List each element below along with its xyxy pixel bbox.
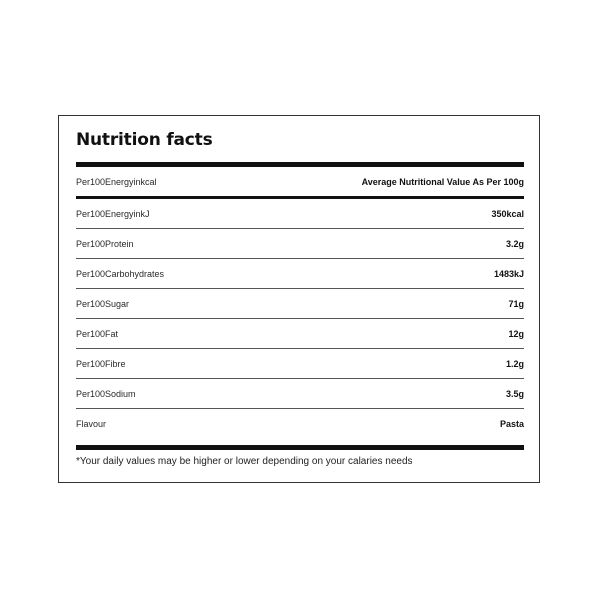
header-label: Per100Energyinkcal	[76, 176, 157, 187]
table-row	[76, 259, 524, 289]
bottom-divider	[76, 445, 524, 450]
table-row	[76, 319, 524, 349]
nutrition-facts-panel	[58, 115, 540, 483]
table-row	[76, 229, 524, 259]
row-label: Flavour	[76, 419, 107, 429]
table-row	[76, 289, 524, 319]
row-value: 350kcal	[491, 208, 524, 219]
table-header-row	[76, 167, 524, 199]
row-label: Per100Fibre	[76, 358, 126, 369]
row-value: 3.2g	[505, 238, 524, 249]
row-value: 1483kJ	[493, 268, 524, 279]
row-label: Per100Sugar	[76, 298, 130, 309]
table-row	[76, 199, 524, 229]
row-label: Per100Protein	[76, 238, 134, 249]
table-row	[76, 409, 524, 439]
table-row	[76, 379, 524, 409]
row-label: Per100Sodium	[76, 388, 136, 399]
nutrition-table	[76, 167, 524, 439]
row-value: Pasta	[499, 419, 524, 429]
row-label: Per100Carbohydrates	[76, 268, 165, 279]
row-value: 12g	[508, 328, 524, 339]
table-row	[76, 349, 524, 379]
panel-title: Nutrition facts	[76, 130, 213, 150]
row-value: 1.2g	[505, 358, 524, 369]
header-value: Average Nutritional Value As Per 100g	[361, 176, 524, 187]
row-label: Per100EnergyinkJ	[76, 208, 150, 219]
row-value: 3.5g	[505, 388, 524, 399]
footnote: *Your daily values may be higher or lower depending on your calaries needs	[76, 456, 413, 467]
row-value: 71g	[508, 298, 524, 309]
row-label: Per100Fat	[76, 328, 119, 339]
